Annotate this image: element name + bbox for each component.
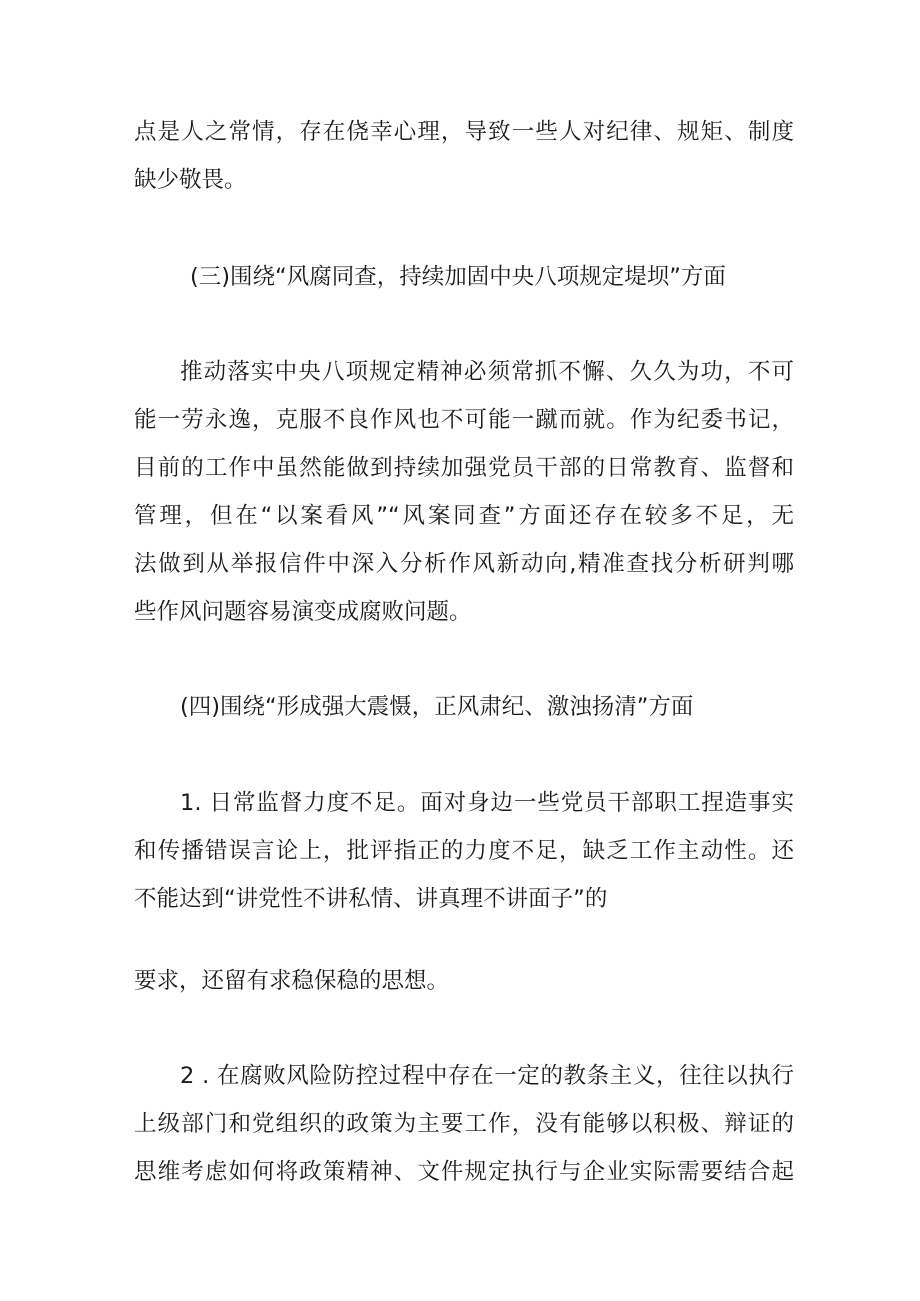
paragraph-2-line-5: 法做到从举报信件中深入分析作风新动向,精准查找分析研判哪 [134, 551, 794, 577]
paragraph-2-line-2: 能一劳永逸，克服不良作风也不可能一蹴而就。作为纪委书记， [134, 407, 794, 433]
paragraph-4-line-3: 思维考虑如何将政策精神、文件规定执行与企业实际需要结合起 [134, 1159, 794, 1185]
section-heading-3: (三)围绕“风腐同查，持续加固中央八项规定堤坝”方面 [190, 264, 726, 290]
paragraph-1-line-2: 缺少敬畏。 [134, 167, 247, 193]
paragraph-2-line-3: 目前的工作中虽然能做到持续加强党员干部的日常教育、监督和 [134, 455, 794, 481]
paragraph-3b-line-1: 要求，还留有求稳保稳的思想。 [134, 968, 450, 994]
paragraph-4-line-1: 2 . 在腐败风险防控过程中存在一定的教条主义，往往以执行 [180, 1063, 794, 1089]
paragraph-2-line-4: 管理，但在“以案看风”“风案同查”方面还存在较多不足，无 [134, 503, 794, 529]
section-heading-4: (四)围绕“形成强大震慑，正风肃纪、激浊扬清”方面 [180, 694, 694, 720]
paragraph-3-line-3: 不能达到“讲党性不讲私情、讲真理不讲面子”的 [134, 886, 608, 912]
paragraph-3-line-2: 和传播错误言论上，批评指正的力度不足，缺乏工作主动性。还 [134, 838, 794, 864]
paragraph-2-line-1: 推动落实中央八项规定精神必须常抓不懈、久久为功，不可 [180, 359, 794, 385]
paragraph-4-line-2: 上级部门和党组织的政策为主要工作，没有能够以积极、辩证的 [134, 1111, 794, 1137]
paragraph-1-line-1: 点是人之常情，存在侥幸心理，导致一些人对纪律、规矩、制度 [134, 119, 794, 145]
paragraph-3-line-1: 1. 日常监督力度不足。面对身边一些党员干部职工捏造事实 [180, 790, 794, 816]
paragraph-2-line-6: 些作风问题容易演变成腐败问题。 [134, 599, 472, 625]
